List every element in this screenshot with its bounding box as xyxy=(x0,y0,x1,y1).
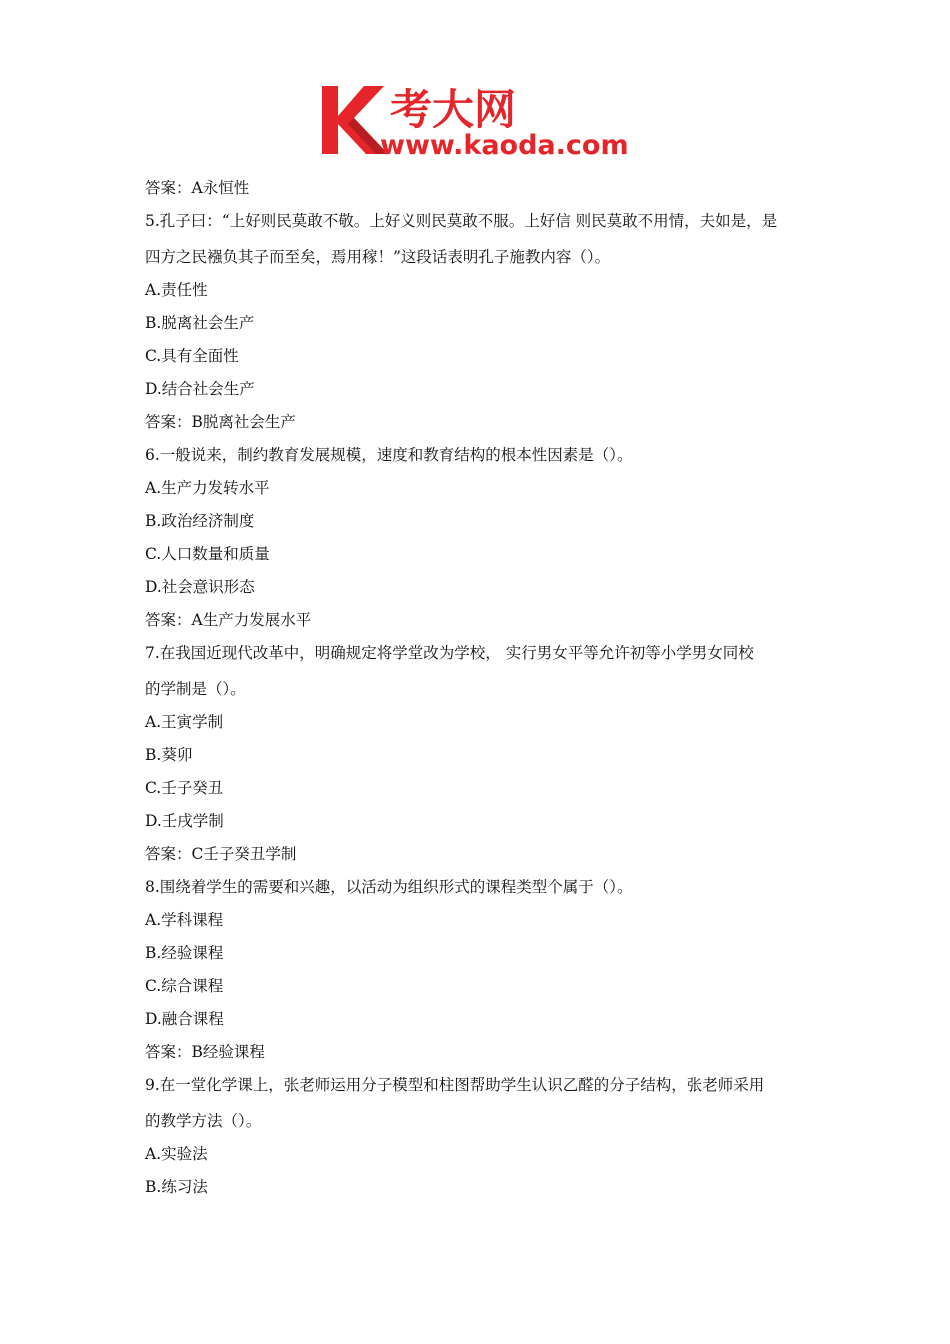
option-line: B.脱离社会生产 xyxy=(145,314,255,332)
question-7-text: 7.在我国近现代改革中，明确规定将学堂改为学校， 实行男女平等允许初等小学男女同校 xyxy=(145,644,754,662)
question-9-text: 9.在一堂化学课上，张老师运用分子模型和柱图帮助学生认识乙醛的分子结构，张老师采用 xyxy=(145,1076,765,1094)
question-5-text-cont: 四方之民襁负其子而至矣，焉用稼！”这段话表明孔子施教内容（）。 xyxy=(145,248,611,266)
option-line: D.壬戌学制 xyxy=(145,812,224,830)
option-line: C.综合课程 xyxy=(145,977,224,995)
option-line: B.政治经济制度 xyxy=(145,512,255,530)
option-line: B.练习法 xyxy=(145,1178,208,1196)
option-line: D.融合课程 xyxy=(145,1010,224,1028)
option-line: A.责任性 xyxy=(145,281,208,299)
option-line: B.经验课程 xyxy=(145,944,224,962)
brand-url-text: www.kaoda.com xyxy=(380,130,629,160)
option-line: A.王寅学制 xyxy=(145,713,224,731)
question-8-text: 8.围绕着学生的需要和兴趣，以活动为组织形式的课程类型个属于（）。 xyxy=(145,878,633,896)
k-mark-icon xyxy=(322,86,388,154)
answer-line: 答案：B经验课程 xyxy=(145,1043,265,1061)
option-line: D.社会意识形态 xyxy=(145,578,255,596)
question-7-text-cont: 的学制是（）。 xyxy=(145,680,246,698)
option-line: A.实验法 xyxy=(145,1145,208,1163)
option-line: C.人口数量和质量 xyxy=(145,545,270,563)
document-body xyxy=(145,172,815,1204)
kaoda-logo-graphic xyxy=(318,78,638,160)
answer-line: 答案：C壬子癸丑学制 xyxy=(145,845,297,863)
question-5-text: 5.孔子曰：“上好则民莫敢不敬。上好义则民莫敢不服。上好信 则民莫敢不用情，夫如是，是 xyxy=(145,212,778,230)
option-line: A.学科课程 xyxy=(145,911,224,929)
option-line: C.具有全面性 xyxy=(145,347,239,365)
answer-line: 答案：A永恒性 xyxy=(145,179,250,197)
answer-line: 答案：B脱离社会生产 xyxy=(145,413,296,431)
option-line: D.结合社会生产 xyxy=(145,380,255,398)
question-6-text: 6.一般说来，制约教育发展规模，速度和教育结构的根本性因素是（）。 xyxy=(145,446,633,464)
kaoda-logo xyxy=(318,78,638,160)
answer-line: 答案：A生产力发展水平 xyxy=(145,611,312,629)
brand-cn-text: 考大网 xyxy=(390,85,517,134)
question-9-text-cont: 的教学方法（）。 xyxy=(145,1112,262,1130)
option-line: A.生产力发转水平 xyxy=(145,479,270,497)
option-line: B.葵卯 xyxy=(145,746,193,764)
option-line: C.壬子癸丑 xyxy=(145,779,224,797)
